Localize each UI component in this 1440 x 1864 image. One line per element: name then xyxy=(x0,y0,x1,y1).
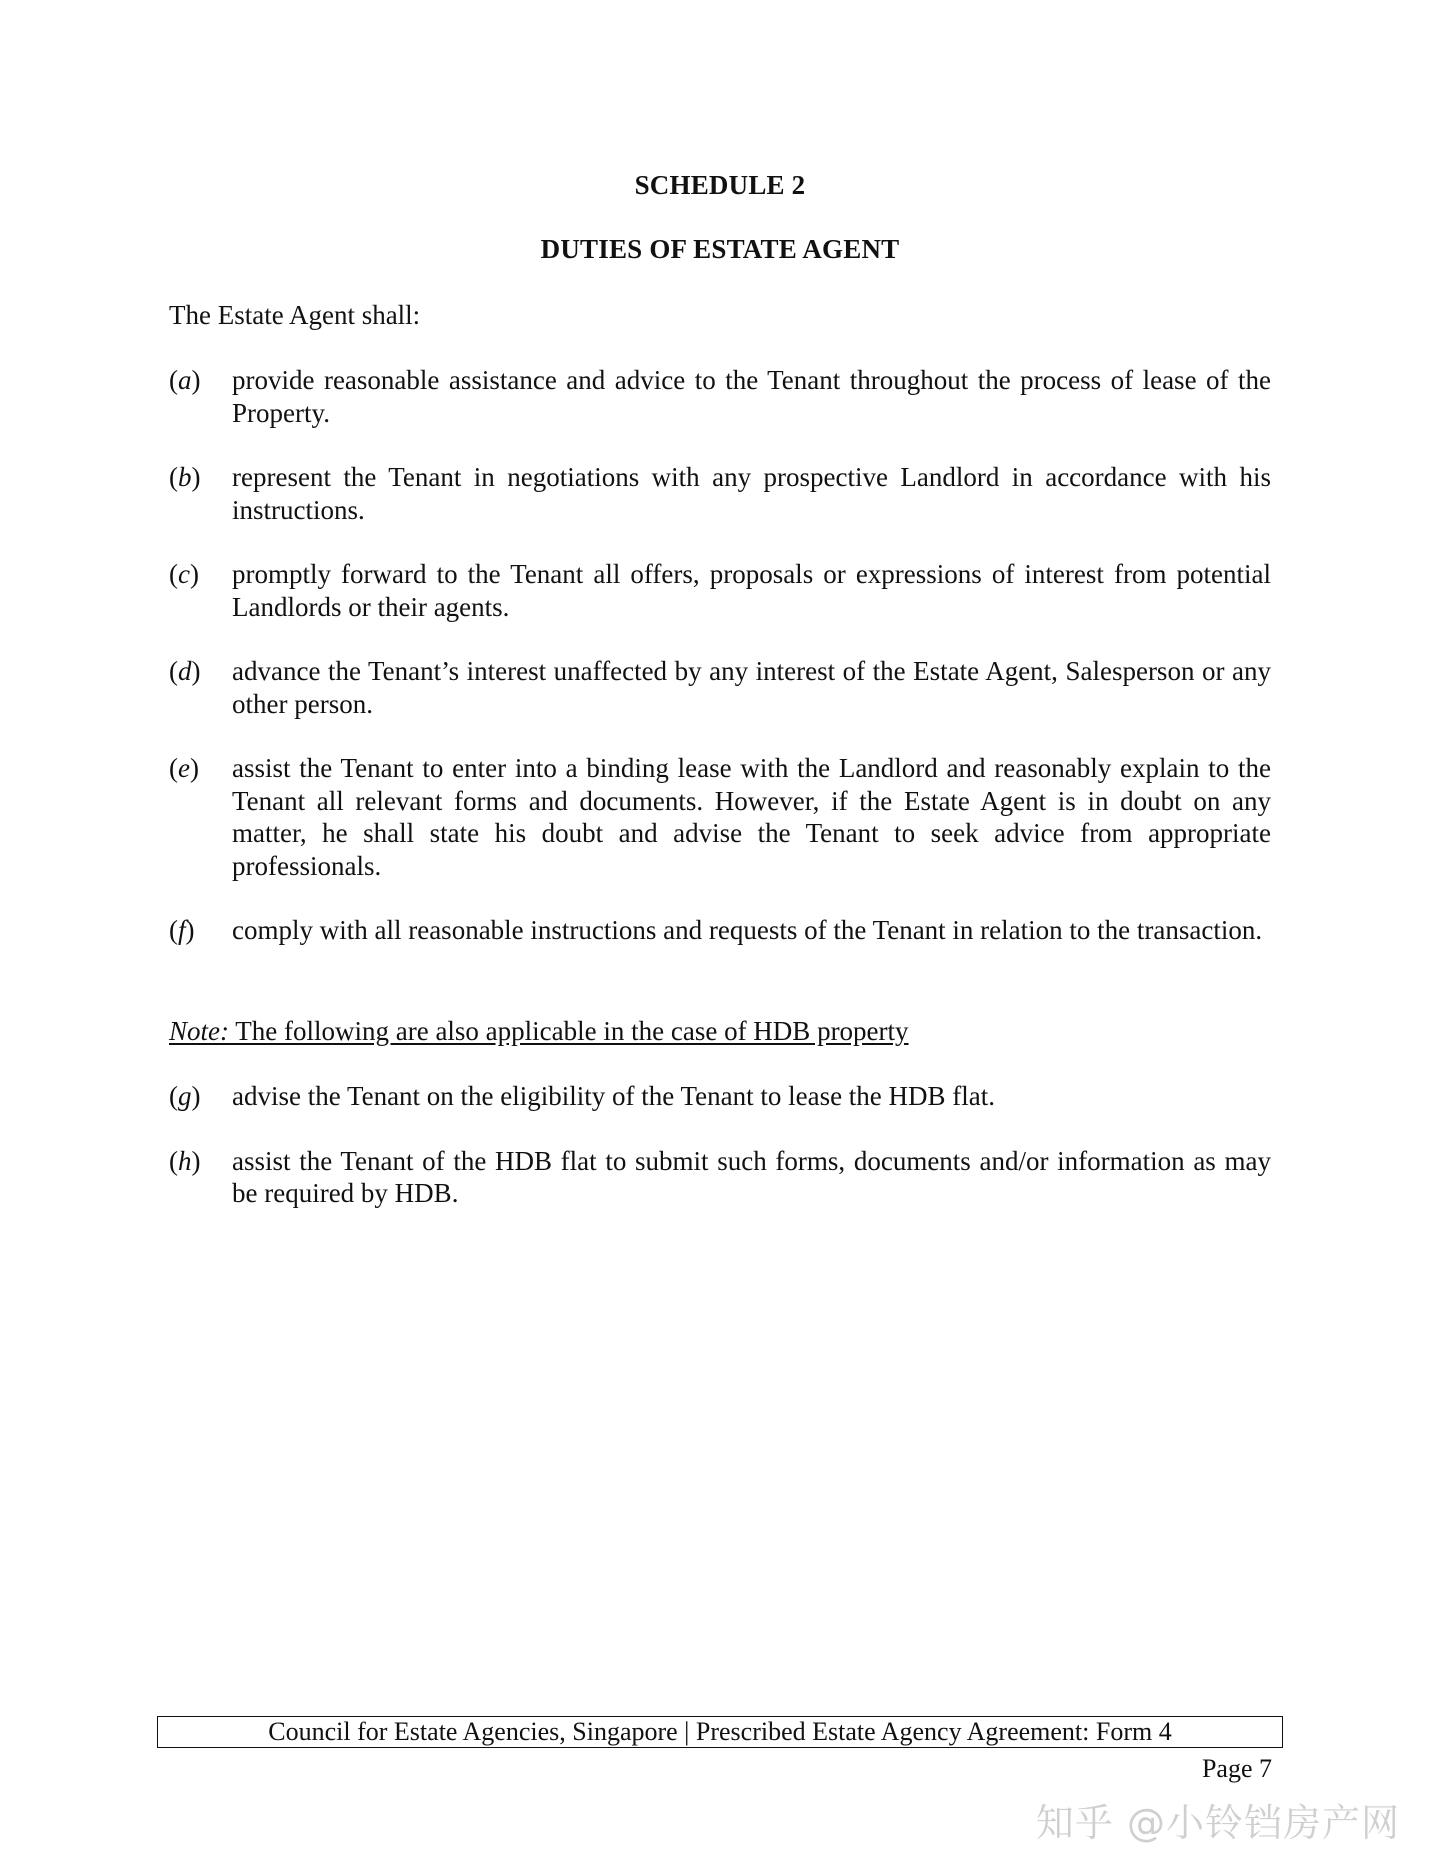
duties-list xyxy=(169,364,1271,979)
clause-letter: c xyxy=(178,559,190,589)
clause-text: provide reasonable assistance and advice to the Tenant throughout the process of lease of the Property. xyxy=(232,365,1271,428)
clause-letter: a xyxy=(178,365,192,395)
clause-label: (h) xyxy=(169,1145,201,1176)
clause-e xyxy=(169,752,1271,882)
clause-letter: e xyxy=(178,753,190,783)
clause-label: (g) xyxy=(169,1081,201,1111)
note-lead: Note: xyxy=(169,1016,229,1046)
clause-b xyxy=(169,461,1271,526)
clause-a xyxy=(169,364,1271,429)
hdb-note xyxy=(169,1016,909,1047)
clause-letter: h xyxy=(178,1145,192,1176)
clause-label: (c) xyxy=(169,559,199,589)
clause-text: advise the Tenant on the eligibility of the Tenant to lease the HDB flat. xyxy=(232,1081,996,1111)
note-text: The following are also applicable in the case of HDB property xyxy=(229,1016,909,1046)
clause-d xyxy=(169,655,1271,720)
clause-text: comply with all reasonable instructions and requests of the Tenant in relation to the transaction. xyxy=(232,915,1263,945)
clause-h xyxy=(169,1145,1271,1210)
page-number: Page 7 xyxy=(1201,1754,1272,1783)
clause-f xyxy=(169,914,1271,947)
clause-label: (e) xyxy=(169,753,199,783)
clause-letter: f xyxy=(178,915,186,945)
schedule-title: SCHEDULE 2 xyxy=(634,170,806,200)
clause-label: (d) xyxy=(169,656,201,686)
clause-label: (a) xyxy=(169,365,201,395)
clause-text: represent the Tenant in negotiations with any prospective Landlord in accordance with his instructions. xyxy=(232,462,1271,525)
watermark: 知乎 @小铃铛房产网 xyxy=(1035,1801,1400,1845)
footer-box: Council for Estate Agencies, Singapore | Prescribed Estate Agency Agreement: Form 4 xyxy=(157,1716,1283,1748)
intro-text: The Estate Agent shall: xyxy=(169,300,421,330)
clause-g xyxy=(169,1080,1271,1113)
section-title: DUTIES OF ESTATE AGENT xyxy=(540,234,900,264)
clause-c xyxy=(169,558,1271,623)
clause-letter: g xyxy=(178,1081,192,1111)
clause-label: (f) xyxy=(169,915,195,945)
clause-letter: d xyxy=(178,656,192,686)
clause-text: assist the Tenant of the HDB flat to submit such forms, documents and/or information as may be required by HDB. xyxy=(232,1145,1271,1208)
clause-text: advance the Tenant’s interest unaffected by any interest of the Estate Agent, Salesperson or any other person. xyxy=(232,656,1271,719)
clause-text: promptly forward to the Tenant all offers, proposals or expressions of interest from potential Landlords or their agents. xyxy=(232,559,1271,622)
clause-label: (b) xyxy=(169,462,201,492)
hdb-duties-list xyxy=(169,1080,1271,1242)
clause-text: assist the Tenant to enter into a binding lease with the Landlord and reasonably explain to the Tenant all relevant forms and documents. However, if the Estate Agent is in doubt on any matter, he shall state his doubt and advise the Tenant to seek advice from appropriate professionals. xyxy=(232,753,1271,881)
clause-letter: b xyxy=(178,462,192,492)
